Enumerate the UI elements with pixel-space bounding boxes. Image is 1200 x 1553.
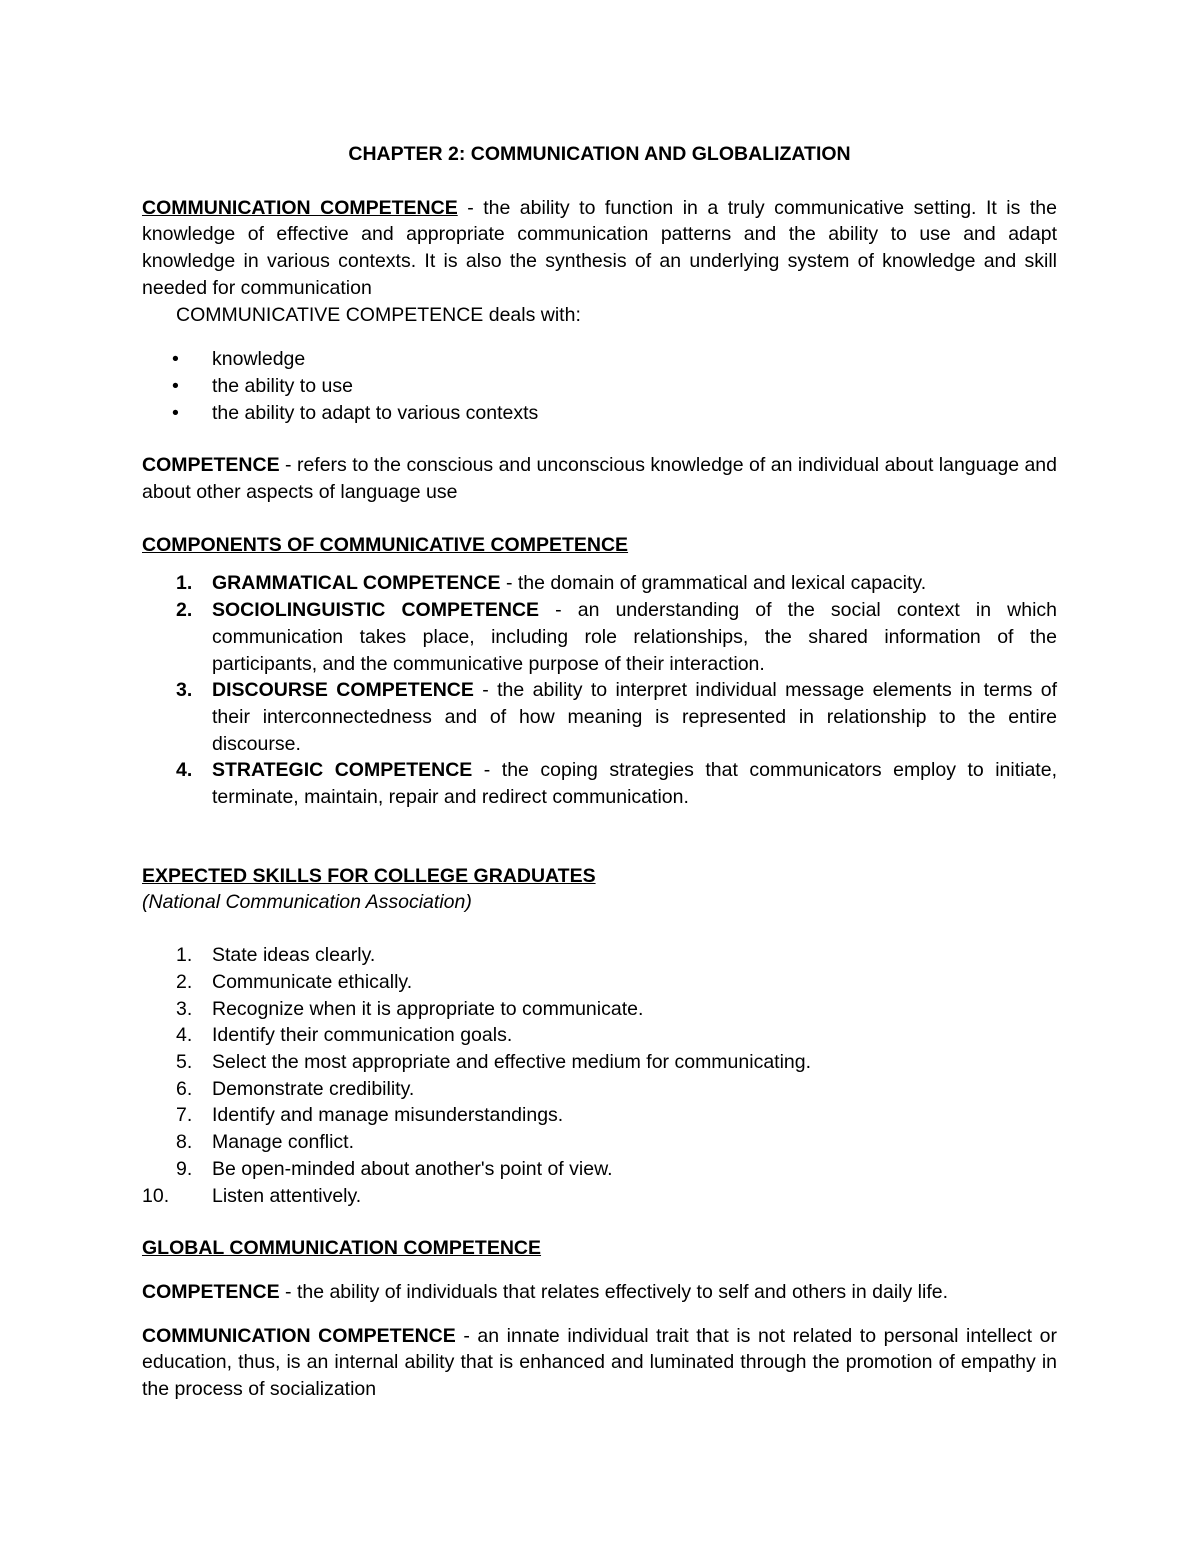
skill-text: Identify and manage misunderstandings. (212, 1104, 564, 1127)
list-item (142, 570, 1057, 597)
list-item (142, 597, 1057, 677)
global-section (142, 1235, 1057, 1403)
component-term: SOCIOLINGUISTIC COMPETENCE (212, 599, 540, 622)
global-heading: GLOBAL COMMUNICATION COMPETENCE (142, 1237, 542, 1260)
page-title: CHAPTER 2: COMMUNICATION AND GLOBALIZATION (348, 143, 851, 165)
skill-text: Demonstrate credibility. (212, 1077, 415, 1100)
global-competence-text: - the ability of individuals that relates effectively to self and others in daily life. (279, 1280, 949, 1303)
skill-text: Identify their communication goals. (212, 1024, 513, 1047)
list-number: 4. (176, 759, 193, 782)
skills-section (142, 863, 1057, 1209)
list-number: 8. (176, 1131, 193, 1154)
components-list (142, 570, 1057, 810)
list-item (142, 942, 1057, 969)
list-number: 3. (176, 997, 193, 1020)
competence-bullets (142, 346, 1057, 426)
list-number: 3. (176, 679, 193, 702)
list-number: 2. (176, 599, 193, 622)
list-item: • knowledge (142, 346, 1057, 373)
list-number: 1. (176, 572, 193, 595)
competence-paragraph (142, 452, 1057, 505)
list-number: 1. (176, 944, 193, 967)
components-section (142, 532, 1057, 811)
component-term: GRAMMATICAL COMPETENCE (212, 572, 501, 595)
list-item (142, 757, 1057, 810)
list-item (142, 1156, 1057, 1183)
global-competence-paragraph (142, 1279, 1057, 1306)
component-text: - the ability to interpret individual message elements in terms of their interconnectedness and of how meaning is represented in relationship to the entire discourse. (212, 679, 1057, 755)
skills-list (142, 942, 1057, 1209)
list-item: • the ability to adapt to various contexts (142, 400, 1057, 427)
list-item (142, 1129, 1057, 1156)
list-item (142, 677, 1057, 757)
intro-paragraph (142, 195, 1057, 302)
skill-text: Recognize when it is appropriate to communicate. (212, 997, 644, 1020)
skill-text: Communicate ethically. (212, 970, 413, 993)
document-content (142, 141, 1057, 1403)
list-number: 6. (176, 1077, 193, 1100)
skills-source: (National Communication Association) (142, 891, 472, 914)
list-item (142, 1076, 1057, 1103)
list-number: 9. (176, 1157, 193, 1180)
skill-text: State ideas clearly. (212, 944, 376, 967)
global-communication-text: - an innate individual trait that is not related to personal intellect or education, thus, is an internal ability that is enhanced and luminated through the promotion of empathy in the process of socialization (142, 1324, 1057, 1401)
component-term: STRATEGIC COMPETENCE (212, 759, 473, 782)
components-heading: COMPONENTS OF COMMUNICATIVE COMPETENCE (142, 533, 629, 556)
list-number: 5. (176, 1050, 193, 1073)
list-item (142, 1049, 1057, 1076)
intro-term: COMMUNICATION COMPETENCE (142, 196, 458, 219)
list-number: 7. (176, 1104, 193, 1127)
component-text: - the domain of grammatical and lexical capacity. (500, 572, 927, 595)
competence-term: COMPETENCE (142, 454, 280, 477)
global-communication-term: COMMUNICATION COMPETENCE (142, 1324, 456, 1347)
deals-with-line: COMMUNICATIVE COMPETENCE deals with: (176, 303, 581, 326)
list-number: 4. (176, 1024, 193, 1047)
skill-text: Be open-minded about another's point of view. (212, 1157, 613, 1180)
list-item (142, 1183, 1057, 1210)
competence-definition: - refers to the conscious and unconscious knowledge of an individual about language and about other aspects of language use (142, 454, 1057, 504)
list-number: 10. (142, 1184, 170, 1207)
list-item (142, 996, 1057, 1023)
skills-heading: EXPECTED SKILLS FOR COLLEGE GRADUATES (142, 864, 596, 887)
list-item (142, 1102, 1057, 1129)
list-item: • the ability to use (142, 373, 1057, 400)
list-number: 2. (176, 970, 193, 993)
list-item (142, 969, 1057, 996)
skill-text: Manage conflict. (212, 1131, 354, 1154)
component-term: DISCOURSE COMPETENCE (212, 679, 474, 702)
component-text: - an understanding of the social context in which communication takes place, including role relationships, the shared information of the participants, and the communicative purpose of their interaction. (212, 599, 1058, 675)
component-text: - the coping strategies that communicators employ to initiate, terminate, maintain, repair and redirect communication. (212, 759, 1057, 809)
global-competence-term: COMPETENCE (142, 1280, 280, 1303)
list-item (142, 1022, 1057, 1049)
skill-text: Select the most appropriate and effective medium for communicating. (212, 1050, 812, 1073)
global-communication-paragraph (142, 1323, 1057, 1403)
skill-text: Listen attentively. (212, 1184, 362, 1207)
intro-definition: - the ability to function in a truly communicative setting. It is the knowledge of effective and appropriate communication patterns and the ability to use and adapt knowledge in various contexts. It is also the synthesis of an underlying system of knowledge and skill needed for communication (142, 196, 1057, 299)
